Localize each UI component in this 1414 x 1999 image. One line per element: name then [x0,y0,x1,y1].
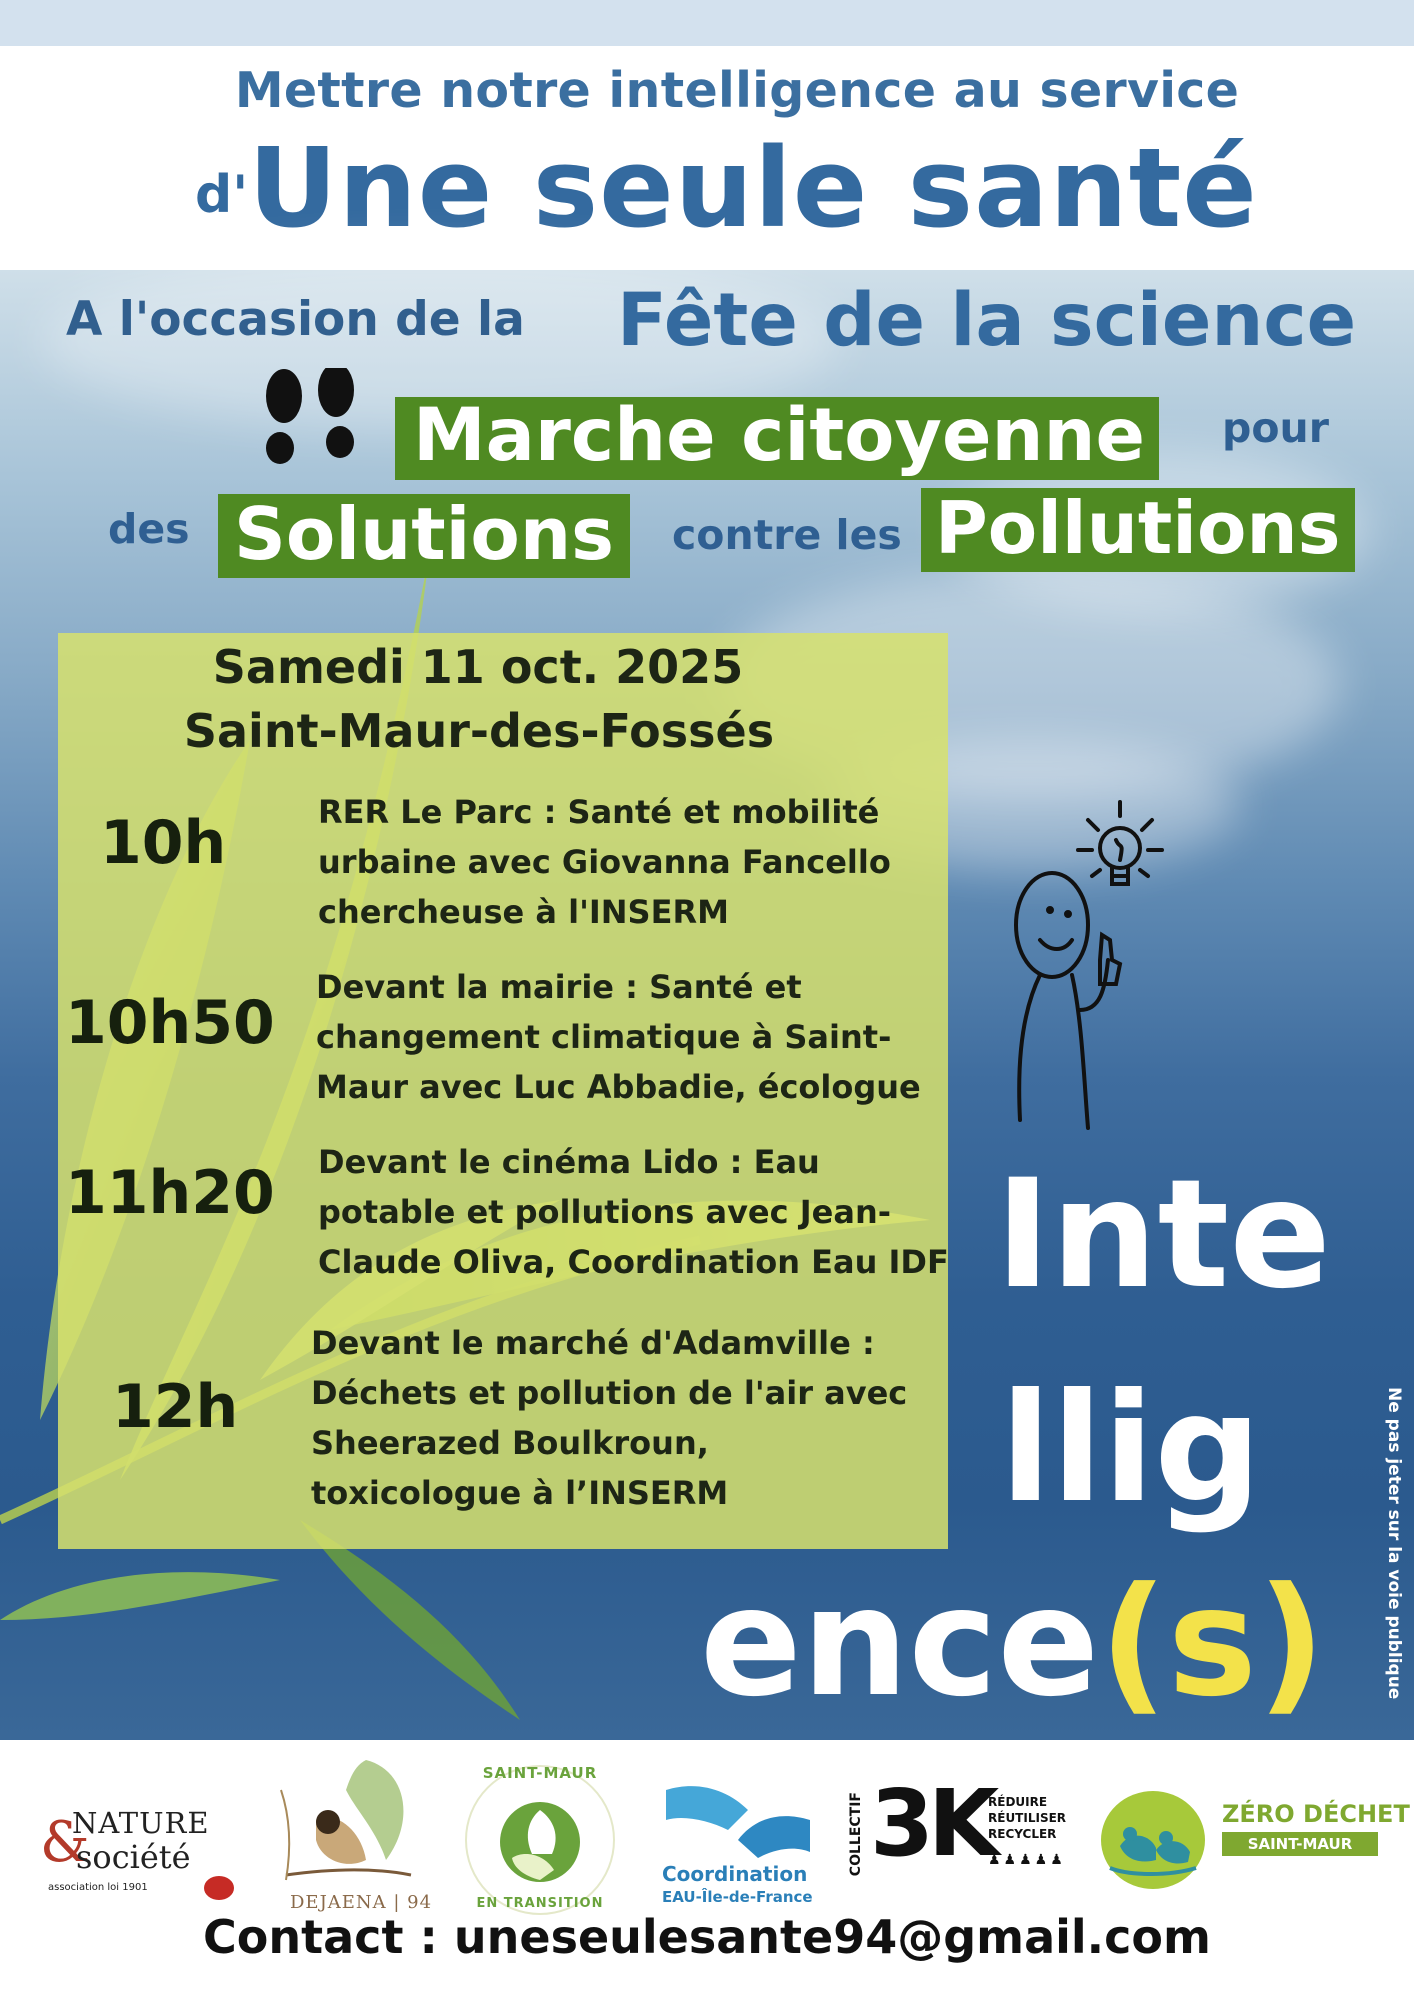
nature-word: NATURE [72,1806,210,1840]
stop-time: 12h [112,1372,239,1442]
collectif-3k-logo [848,1770,1078,1904]
footprints-icon [254,368,366,470]
rrr-item: RÉDUIRE [988,1795,1048,1809]
zero-dechet-title: ZÉRO DÉCHET [1222,1800,1410,1828]
contre-text: contre les [672,511,902,559]
coordination-title: Coordination [662,1862,808,1886]
stop-line: RER Le Parc : Santé et mobilité [318,793,880,831]
societe-word: société [76,1838,191,1876]
three-k-mark: 3K [870,1770,994,1877]
bird-leaf-icon [276,1750,416,1890]
title-main: Une seule santé [248,124,1258,252]
intelligence-word-end: ence [700,1556,1100,1730]
stop-time: 10h50 [65,988,275,1058]
hands-water-icon [658,1770,818,1870]
title-prefix: d' [195,165,249,225]
dejaena-logo [276,1750,433,1920]
rrr-list [988,1794,1066,1842]
stop-line: chercheuse à l'INSERM [318,893,729,931]
saint-maur-top-text: SAINT-MAUR [482,1764,598,1782]
fete-title: Fête de la science [617,278,1357,363]
rrr-item: RÉUTILISER [988,1811,1067,1825]
event-date: Samedi 11 oct. 2025 [212,640,744,694]
occasion-text: A l'occasion de la [66,292,525,347]
top-strip [0,0,1414,46]
nature-societe-logo [40,1800,250,1893]
zero-dechet-logo [1222,1800,1410,1880]
stop-line: Devant le marché d'Adamville : [311,1324,875,1362]
zero-dechet-subtitle: SAINT-MAUR [1222,1832,1378,1856]
stop-description [316,962,956,1112]
pollutions-banner: Pollutions [921,488,1355,572]
poster-title [195,124,1258,252]
intelligence-line-3 [700,1556,1326,1730]
stop-line: urbaine avec Giovanna Fancello [318,843,891,881]
stop-description [318,1137,958,1287]
stop-line: Devant le cinéma Lido : Eau [318,1143,820,1181]
stop-line: Déchets et pollution de l'air avec [311,1374,908,1412]
saint-maur-bottom-text: EN TRANSITION [476,1896,604,1911]
poster-subtitle: Mettre notre intelligence au service [234,62,1240,119]
stop-line: Devant la mairie : Santé et [316,968,802,1006]
stop-line: Sheerazed Boulkroun, [311,1424,709,1462]
nature-ampersand: & [40,1810,90,1875]
intelligence-line-1: Inte [995,1148,1332,1322]
idea-person-illustration [1000,780,1180,1140]
recycle-leaves-icon [462,1762,618,1918]
stop-line: Maur avec Luc Abbadie, écologue [316,1068,921,1106]
coordination-eau-logo [658,1770,828,1920]
nature-subtitle: association loi 1901 [48,1882,148,1893]
intelligence-line-2: llig [1000,1362,1262,1536]
small-figures-icon: ♟♟♟♟♟ [988,1852,1066,1868]
stop-line: changement climatique à Saint- [316,1018,892,1056]
stop-line: toxicologue à l’INSERM [311,1474,729,1512]
solutions-banner: Solutions [218,494,630,578]
saint-maur-transition-logo [462,1762,618,1918]
contact-line: Contact : uneseulesante94@gmail.com [203,1910,1211,1964]
stop-description [318,787,958,937]
ducks-icon [1100,1790,1206,1890]
vertical-disclaimer: Ne pas jeter sur la voie publique [1384,1387,1404,1700]
collectif-label: COLLECTIF [848,1792,864,1877]
intelligence-plural: (s) [1099,1556,1326,1730]
stop-description [311,1318,951,1518]
stop-time: 10h [100,808,227,878]
dejaena-name: DEJAENA | 94 [290,1892,433,1913]
stop-line: potable et pollutions avec Jean- [318,1193,891,1231]
pour-text: pour [1222,404,1329,452]
red-seal-icon [204,1876,234,1900]
marche-banner: Marche citoyenne [395,397,1159,480]
coordination-subtitle: EAU-Île-de-France [662,1888,813,1906]
rrr-item: RECYCLER [988,1827,1057,1841]
ducks-logo [1100,1790,1206,1890]
des-text: des [108,505,190,553]
stop-time: 11h20 [65,1158,275,1228]
event-city: Saint-Maur-des-Fossés [183,704,775,758]
stop-line: Claude Oliva, Coordination Eau IDF [318,1243,949,1281]
